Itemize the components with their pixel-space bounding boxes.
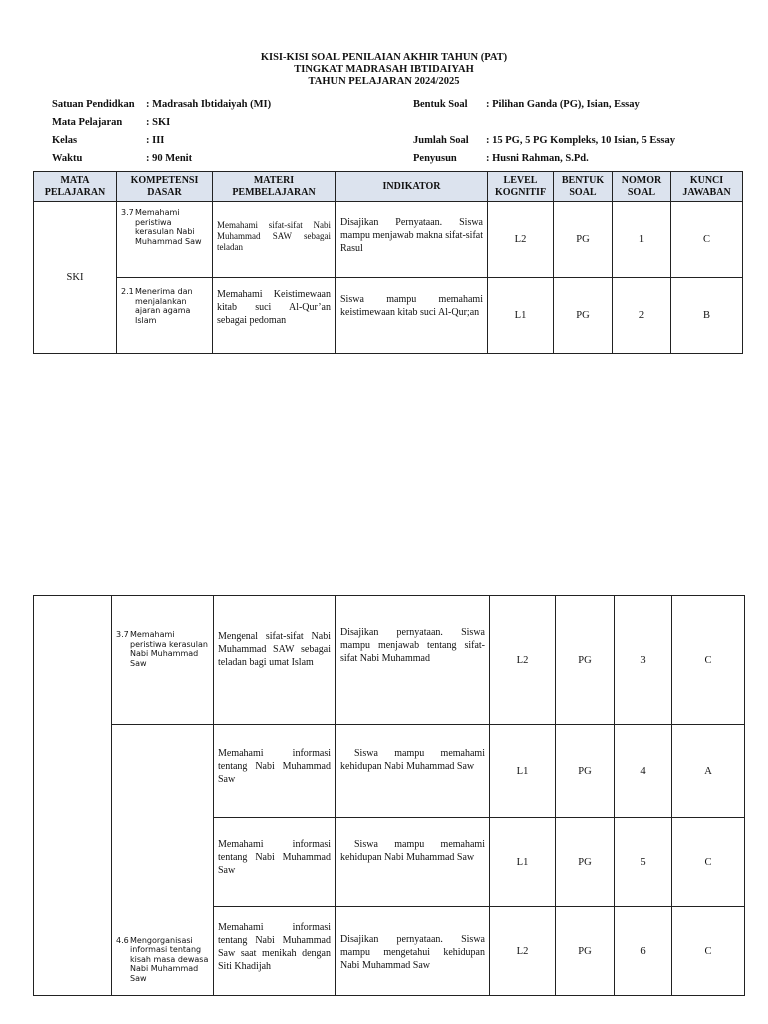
kunci-cell: C [672,596,745,725]
level-cell: L1 [488,278,554,354]
info-mapel-value: : SKI [146,117,171,128]
kd-number: 3.7 [121,208,134,217]
title-line: TAHUN PELAJARAN 2024/2025 [308,76,460,87]
nomor-cell: 4 [615,725,672,818]
bentuk-cell: PG [556,725,615,818]
table-row [34,202,743,278]
info-jumlah-label: Jumlah Soal [413,135,469,146]
header-bentuk-soal: BENTUK SOAL [554,172,613,202]
indikator-cell [336,202,488,278]
kisi-kisi-table-page2 [33,595,745,996]
header-materi: MATERI PEMBELAJARAN [213,172,336,202]
bentuk-cell: PG [556,907,615,996]
info-jumlah-value: : 15 PG, 5 PG Kompleks, 10 Isian, 5 Essay [486,135,676,146]
header-indikator: INDIKATOR [336,172,488,202]
materi-cell [214,596,336,725]
bentuk-cell: PG [554,202,613,278]
kd-cell [117,278,213,354]
kd-text: Menerima dan menjalankan ajaran agama Islam [135,287,193,325]
kunci-cell: C [671,202,743,278]
info-penyusun-value: : Husni Rahman, S.Pd. [486,153,589,164]
indikator-cell [336,725,490,818]
level-cell: L2 [490,907,556,996]
nomor-cell: 2 [613,278,671,354]
kd-cell [112,596,214,725]
kd-number: 2.1 [121,287,134,296]
kunci-cell: C [672,818,745,907]
table-row [34,278,743,354]
info-waktu-label: Waktu [52,153,83,164]
indikator-text: Siswa mampu memahami kehidupan Nabi Muhammad Saw [340,748,485,772]
level-cell: L2 [488,202,554,278]
table-row [34,725,745,818]
mapel-cell: SKI [34,202,117,354]
kunci-cell: B [671,278,743,354]
header-kunci-jawaban: KUNCI JAWABAN [671,172,743,202]
indikator-cell [336,596,490,725]
header-nomor-soal: NOMOR SOAL [613,172,671,202]
level-cell: L2 [490,596,556,725]
header-level-kognitif: LEVEL KOGNITIF [488,172,554,202]
nomor-cell: 3 [615,596,672,725]
kd-text: Memahami peristiwa kerasulan Nabi Muhammad Saw [130,630,208,668]
materi-text: Mengenal sifat-sifat Nabi Muhammad SAW sebagai teladan bagi umat Islam [218,631,331,668]
kisi-kisi-table-page1 [33,171,743,354]
info-mapel-label: Mata Pelajaran [52,117,123,128]
materi-text: Memahami sifat-sifat Nabi Muhammad SAW sebagai teladan [217,220,331,252]
indikator-cell [336,818,490,907]
materi-text: Memahami Keistimewaan kitab suci Al-Qur’an sebagai pedoman [217,289,331,326]
kd-number: 4.6 [116,935,129,945]
page-divider [64,353,694,354]
nomor-cell: 6 [615,907,672,996]
info-bentuk-label: Bentuk Soal [413,99,468,110]
bentuk-cell: PG [556,818,615,907]
materi-cell [214,818,336,907]
materi-cell [213,278,336,354]
indikator-text: Disajikan pernyataan. Siswa mampu mengetahui kehidupan Nabi Muhammad Saw [340,934,485,971]
header-kompetensi-dasar: KOMPETENSI DASAR [117,172,213,202]
info-kelas-label: Kelas [52,135,78,146]
kd-text: Mengorganisasi informasi tentang kisah masa dewasa Nabi Muhammad Saw [130,935,209,983]
info-satuan-value: : Madrasah Ibtidaiyah (MI) [146,99,272,110]
indikator-cell [336,907,490,996]
indikator-text: Disajikan Pernyataan. Siswa mampu menjawab makna sifat-sifat Rasul [340,217,484,254]
nomor-cell: 1 [613,202,671,278]
info-satuan-label: Satuan Pendidkan [52,99,135,110]
info-kelas-value: : III [146,135,165,146]
bentuk-cell: PG [554,278,613,354]
bentuk-cell: PG [556,596,615,725]
kd-cell [112,725,214,996]
indikator-text: Disajikan pernyataan. Siswa mampu menjawab tentang sifat-sifat Nabi Muhammad [340,627,485,664]
materi-cell [213,202,336,278]
info-penyusun-label: Penyusun [413,153,457,164]
materi-cell [214,907,336,996]
materi-text: Memahami informasi tentang Nabi Muhammad Saw [218,839,331,876]
info-bentuk-value: : Pilihan Ganda (PG), Isian, Essay [486,99,640,110]
info-waktu-value: : 90 Menit [146,153,193,164]
kunci-cell: C [672,907,745,996]
indikator-text: Siswa mampu memahami keistimewaan kitab suci Al-Qur;an [340,294,483,318]
indikator-cell [336,278,488,354]
kd-number: 3.7 [116,630,129,639]
kd-text: Memahami peristiwa kerasulan Nabi Muhammad Saw [135,208,202,246]
materi-text: Memahami informasi tentang Nabi Muhammad Saw [218,748,331,785]
header-mata-pelajaran: MATA PELAJARAN [34,172,117,202]
table-row [34,596,745,725]
materi-cell [214,725,336,818]
document-title [0,52,768,88]
level-cell: L1 [490,818,556,907]
materi-text: Memahami informasi tentang Nabi Muhammad Saw saat menikah dengan Siti Khadijah [218,922,331,972]
kunci-cell: A [672,725,745,818]
title-line: KISI-KISI SOAL PENILAIAN AKHIR TAHUN (PAT) [260,52,508,63]
mapel-cell-empty [34,596,112,996]
kd-cell [117,202,213,278]
level-cell: L1 [490,725,556,818]
indikator-text: Siswa mampu memahami kehidupan Nabi Muhammad Saw [340,839,485,863]
title-line: TINGKAT MADRASAH IBTIDAIYAH [294,64,474,75]
nomor-cell: 5 [615,818,672,907]
